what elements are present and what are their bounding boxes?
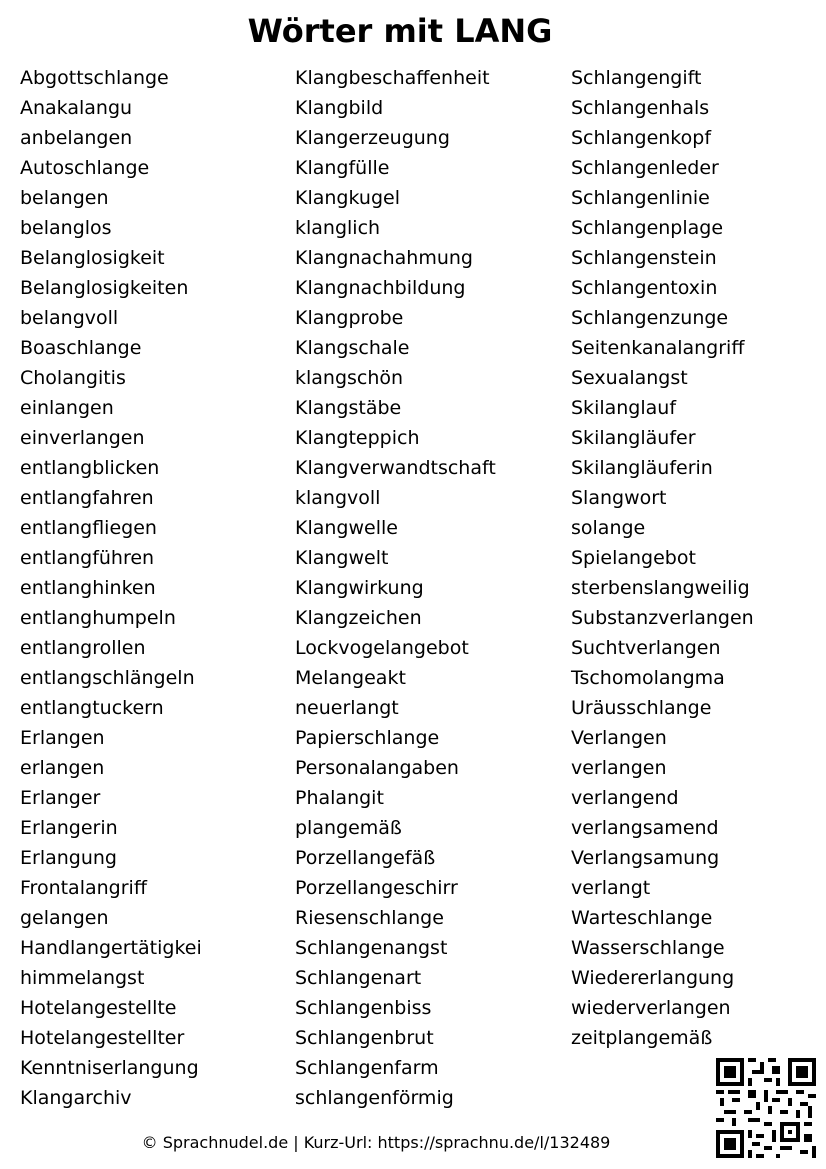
word-item: Tschomolangma [571, 667, 725, 689]
word-item: Handlangertätigkei [20, 937, 202, 959]
word-item: Boaschlange [20, 337, 142, 359]
word-item: Papierschlange [295, 727, 440, 749]
word-item: neuerlangt [295, 697, 399, 719]
word-item: Autoschlange [20, 157, 150, 179]
word-item: Skilangläuferin [571, 457, 713, 479]
word-item: verlangen [571, 757, 667, 779]
word-item: Klangwelle [295, 517, 398, 539]
word-column-2 [295, 63, 496, 1113]
word-item: entlangführen [20, 547, 155, 569]
word-item: Schlangenbrut [295, 1027, 434, 1049]
word-item: Wasserschlange [571, 937, 725, 959]
word-column-3 [571, 63, 754, 1053]
word-item: Hotelangestellte [20, 997, 177, 1019]
word-item: Schlangentoxin [571, 277, 718, 299]
word-item: Schlangenstein [571, 247, 717, 269]
word-item: Melangeakt [295, 667, 406, 689]
word-item: Suchtverlangen [571, 637, 721, 659]
word-item: Klangprobe [295, 307, 404, 329]
word-item: verlangt [571, 877, 651, 899]
word-item: entlanghinken [20, 577, 156, 599]
word-item: Frontalangriff [20, 877, 147, 899]
word-item: Schlangenangst [295, 937, 448, 959]
word-item: Erlangen [20, 727, 105, 749]
word-item: Abgottschlange [20, 67, 169, 89]
word-item: Klangverwandtschaft [295, 457, 496, 479]
word-item: Schlangenzunge [571, 307, 729, 329]
word-item: entlangfahren [20, 487, 154, 509]
word-item: Klangbeschaffenheit [295, 67, 490, 89]
word-item: Klangfülle [295, 157, 390, 179]
word-item: zeitplangemäß [571, 1027, 713, 1049]
word-item: Klangteppich [295, 427, 420, 449]
word-item: Phalangit [295, 787, 384, 809]
word-item: Belanglosigkeiten [20, 277, 189, 299]
word-item: entlangfliegen [20, 517, 157, 539]
word-column-1 [20, 63, 202, 1113]
word-item: Erlanger [20, 787, 101, 809]
word-item: Schlangengift [571, 67, 702, 89]
word-item: klanglich [295, 217, 381, 239]
word-item: Erlangung [20, 847, 117, 869]
word-item: erlangen [20, 757, 105, 779]
word-item: Cholangitis [20, 367, 126, 389]
word-item: Klangnachbildung [295, 277, 466, 299]
word-item: Lockvogelangebot [295, 637, 469, 659]
word-item: Schlangenkopf [571, 127, 712, 149]
word-item: Porzellangefäß [295, 847, 436, 869]
word-item: Klangzeichen [295, 607, 422, 629]
word-item: belangen [20, 187, 109, 209]
word-item: Klangkugel [295, 187, 400, 209]
word-item: Klangwirkung [295, 577, 424, 599]
word-item: Klangstäbe [295, 397, 402, 419]
word-item: einlangen [20, 397, 114, 419]
word-item: Schlangenleder [571, 157, 719, 179]
word-item: Klangarchiv [20, 1087, 132, 1109]
word-item: Erlangerin [20, 817, 118, 839]
word-item: Warteschlange [571, 907, 713, 929]
word-item: klangvoll [295, 487, 381, 509]
word-item: entlanghumpeln [20, 607, 176, 629]
word-item: Porzellangeschirr [295, 877, 458, 899]
word-item: Wiedererlangung [571, 967, 735, 989]
word-item: sterbenslangweilig [571, 577, 750, 599]
word-item: Skilangläufer [571, 427, 696, 449]
word-item: Klangerzeugung [295, 127, 450, 149]
word-item: Schlangenlinie [571, 187, 710, 209]
word-item: belanglos [20, 217, 112, 239]
word-item: entlangtuckern [20, 697, 164, 719]
word-item: Klangwelt [295, 547, 389, 569]
word-item: gelangen [20, 907, 109, 929]
word-item: Substanzverlangen [571, 607, 754, 629]
word-item: Klangnachahmung [295, 247, 473, 269]
footer-credit: © Sprachnudel.de | Kurz-Url: https://sprachnu.de/l/132489 [141, 1133, 611, 1152]
word-item: Schlangenart [295, 967, 422, 989]
word-item: wiederverlangen [571, 997, 731, 1019]
word-item: solange [571, 517, 646, 539]
word-item: Klangschale [295, 337, 410, 359]
word-item: schlangenförmig [295, 1087, 454, 1109]
word-item: Seitenkanalangriff [571, 337, 745, 359]
word-item: Spielangebot [571, 547, 696, 569]
word-item: entlangschlängeln [20, 667, 195, 689]
word-item: Anakalangu [20, 97, 133, 119]
word-item: Hotelangestellter [20, 1027, 185, 1049]
word-item: plangemäß [295, 817, 402, 839]
word-item: Schlangenhals [571, 97, 710, 119]
word-item: verlangsamend [571, 817, 719, 839]
word-item: belangvoll [20, 307, 119, 329]
word-item: Schlangenfarm [295, 1057, 439, 1079]
word-item: Verlangsamung [571, 847, 720, 869]
word-item: einverlangen [20, 427, 145, 449]
word-item: verlangend [571, 787, 679, 809]
word-item: Riesenschlange [295, 907, 444, 929]
word-item: Kenntniserlangung [20, 1057, 199, 1079]
word-item: himmelangst [20, 967, 145, 989]
word-item: Personalangaben [295, 757, 459, 779]
page-title: Wörter mit LANG [247, 12, 553, 50]
word-item: Skilanglauf [571, 397, 677, 419]
word-item: Schlangenplage [571, 217, 724, 239]
word-item: Sexualangst [571, 367, 688, 389]
word-item: entlangblicken [20, 457, 160, 479]
word-item: Uräusschlange [571, 697, 712, 719]
word-item: klangschön [295, 367, 404, 389]
word-item: anbelangen [20, 127, 133, 149]
qr-code-icon [716, 1058, 816, 1158]
word-item: Slangwort [571, 487, 667, 509]
word-item: Klangbild [295, 97, 384, 119]
word-item: Belanglosigkeit [20, 247, 165, 269]
word-item: Schlangenbiss [295, 997, 432, 1019]
word-item: entlangrollen [20, 637, 146, 659]
word-item: Verlangen [571, 727, 667, 749]
